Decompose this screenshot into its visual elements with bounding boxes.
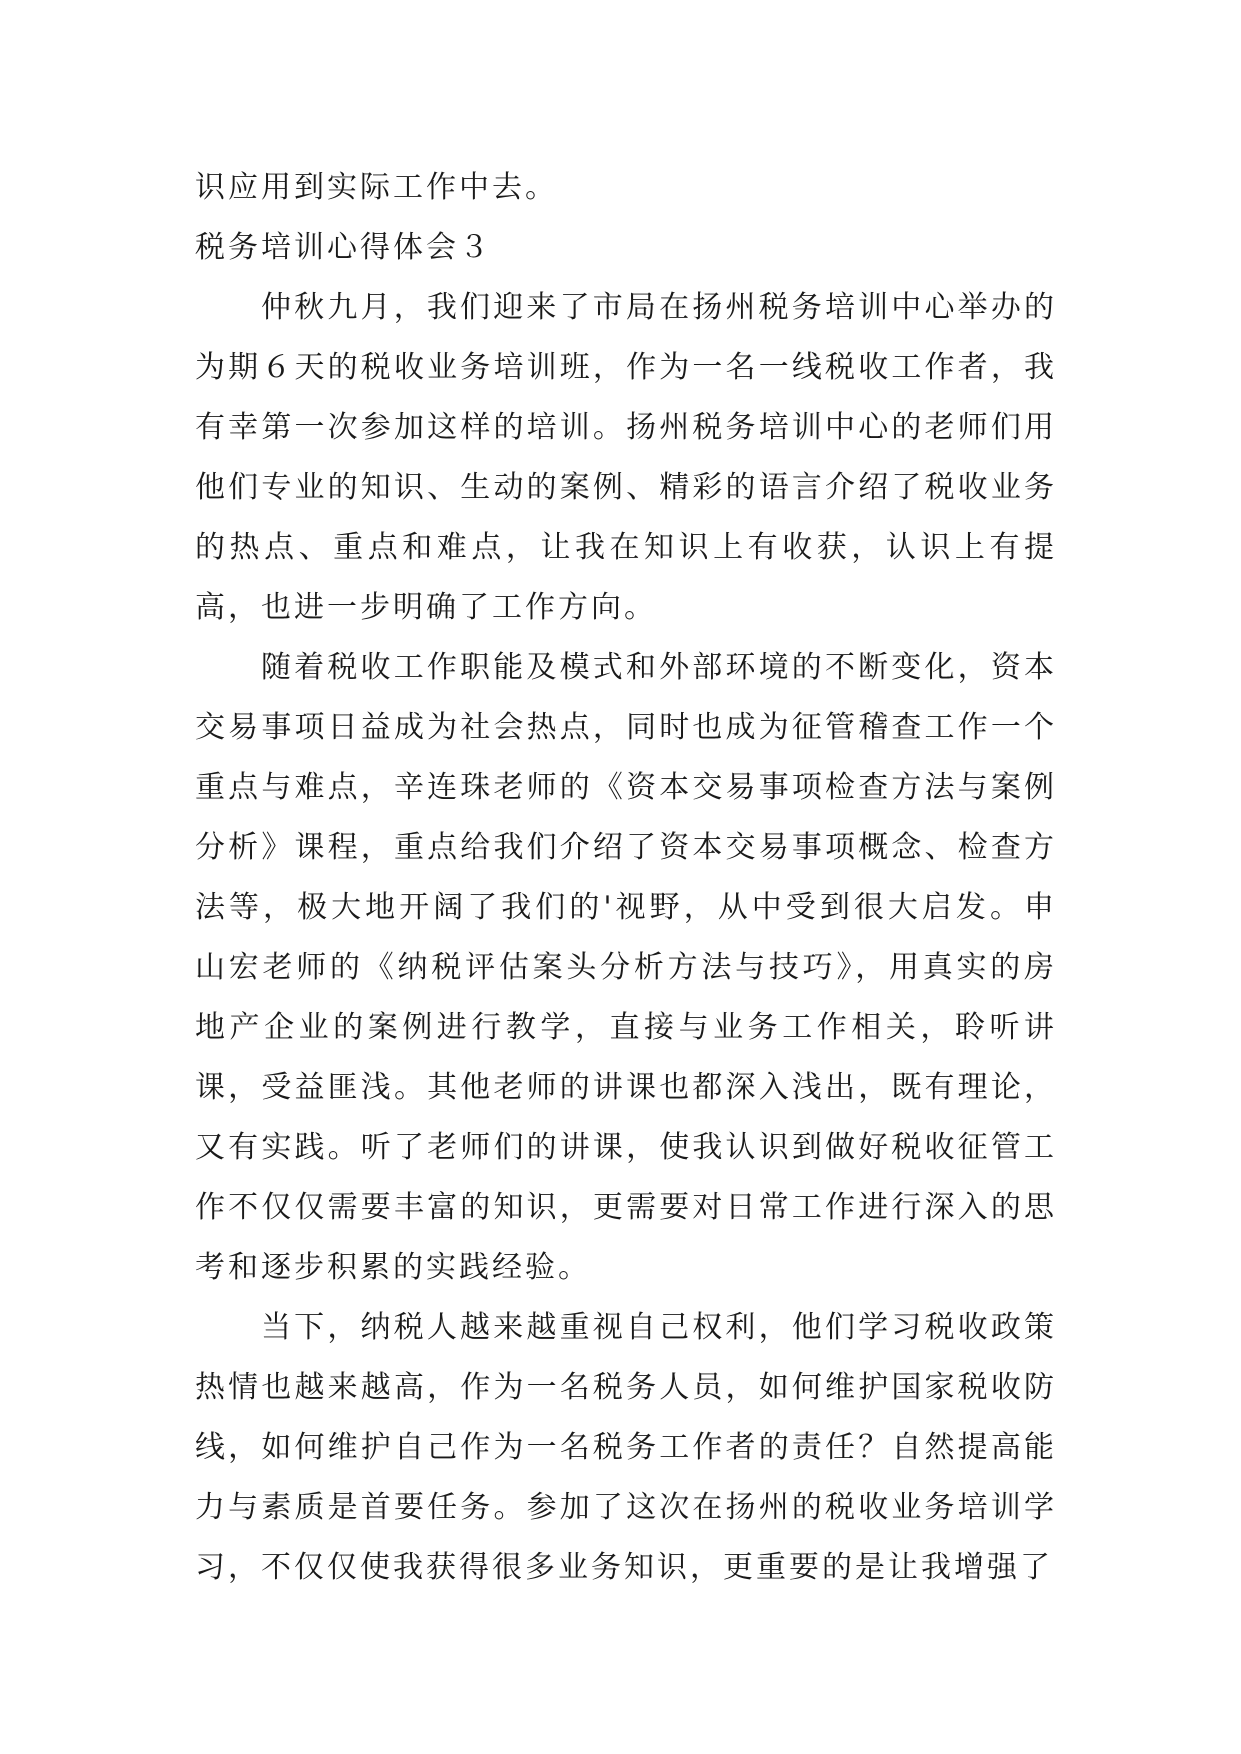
continuation-text: 识应用到实际工作中去。 [195,170,558,205]
paragraph-1: 仲秋九月，我们迎来了市局在扬州税务培训中心举办的为期６天的税收业务培训班，作为一名一线税收工作者，我有幸第一次参加这样的培训。扬州税务培训中心的老师们用他们专业的知识、生动的案例、精彩的语言介绍了税收业务的热点、重点和难点，让我在知识上有收获，认识上有提高，也进一步明确了工作方向。 [195,290,1057,625]
document-body [195,158,1057,1598]
section-heading: 税务培训心得体会３ [195,230,492,265]
paragraph-2: 随着税收工作职能及模式和外部环境的不断变化，资本交易事项日益成为社会热点，同时也成为征管稽查工作一个重点与难点，辛连珠老师的《资本交易事项检查方法与案例分析》课程，重点给我们介绍了资本交易事项概念、检查方法等，极大地开阔了我们的'视野，从中受到很大启发。申山宏老师的《纳税评估案头分析方法与技巧》，用真实的房地产企业的案例进行教学，直接与业务工作相关，聆听讲课，受益匪浅。其他老师的讲课也都深入浅出，既有理论，又有实践。听了老师们的讲课，使我认识到做好税收征管工作不仅仅需要丰富的知识，更需要对日常工作进行深入的思考和逐步积累的实践经验。 [195,650,1057,1285]
paragraph-3: 当下，纳税人越来越重视自己权利，他们学习税收政策热情也越来越高，作为一名税务人员，如何维护国家税收防线，如何维护自己作为一名税务工作者的责任？自然提高能力与素质是首要任务。参加了这次在扬州的税收业务培训学习，不仅仅使我获得很多业务知识，更重要的是让我增强了 [195,1310,1057,1585]
